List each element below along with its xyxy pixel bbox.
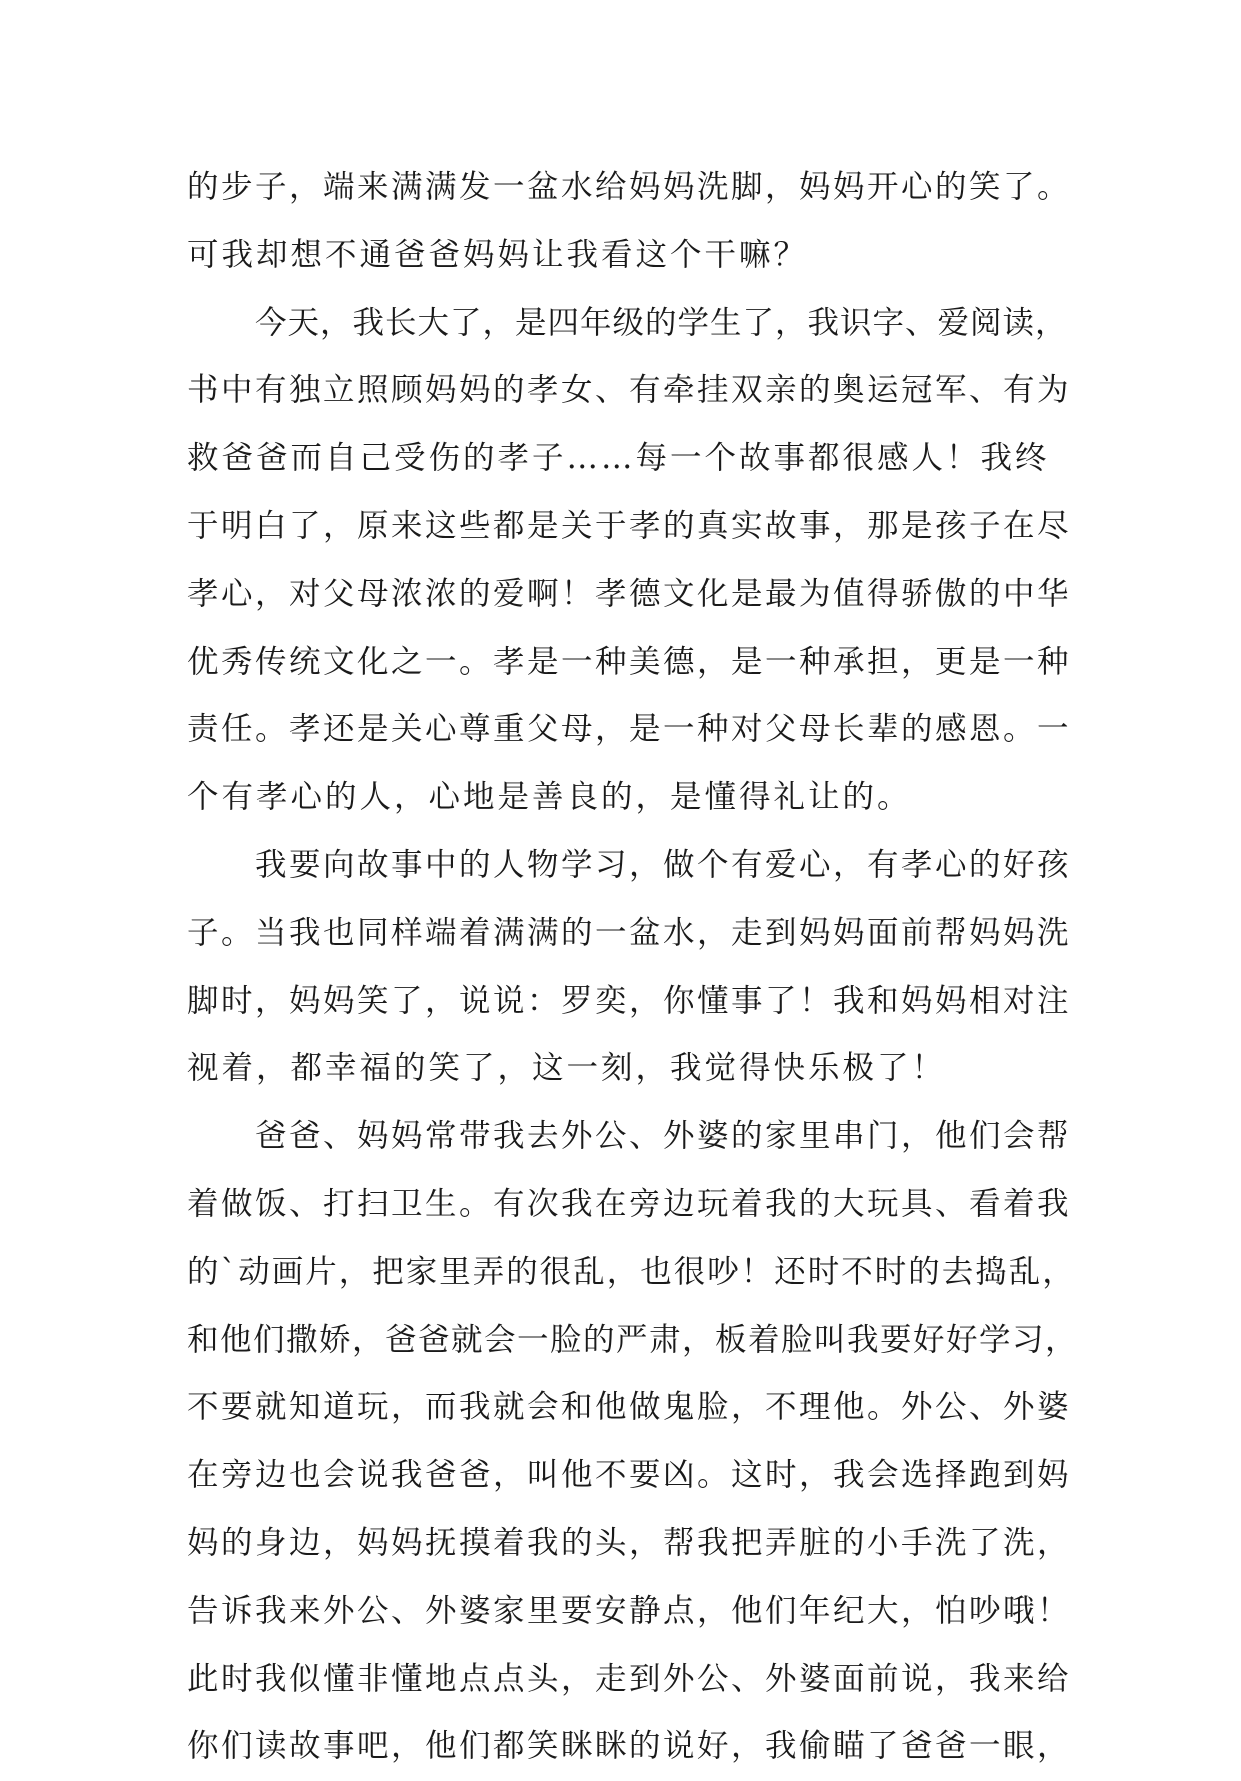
text-line: 告诉我来外公、外婆家里要安静点，他们年纪大，怕吵哦！: [187, 1592, 1072, 1629]
text-line: 的`动画片，把家里弄的很乱，也很吵！还时不时的去捣乱，: [187, 1253, 1076, 1290]
text-line: 在旁边也会说我爸爸，叫他不要凶。这时，我会选择跑到妈: [187, 1457, 1072, 1494]
text-line: 优秀传统文化之一。孝是一种美德，是一种承担，更是一种: [187, 643, 1072, 680]
text-line: 子。当我也同样端着满满的一盆水，走到妈妈面前帮妈妈洗: [187, 914, 1072, 951]
paragraph-start-line: 爸爸、妈妈常带我去外公、外婆的家里串门，他们会帮: [255, 1118, 1072, 1155]
text-line: 不要就知道玩，而我就会和他做鬼脸，不理他。外公、外婆: [187, 1389, 1072, 1426]
text-line: 可我却想不通爸爸妈妈让我看这个干嘛？: [187, 236, 809, 273]
body-text: [187, 154, 1079, 1781]
text-line: 书中有独立照顾妈妈的孝女、有牵挂双亲的奥运冠军、有为: [187, 372, 1072, 409]
text-line: 孝心，对父母浓浓的爱啊！孝德文化是最为值得骄傲的中华: [187, 575, 1072, 612]
paragraph-start-line: 今天，我长大了，是四年级的学生了，我识字、爱阅读，: [255, 304, 1068, 341]
paragraph-start-line: 我要向故事中的人物学习，做个有爱心，有孝心的好孩: [255, 846, 1072, 883]
text-line: 和他们撒娇，爸爸就会一脸的严肃，板着脸叫我要好好学习，: [187, 1321, 1079, 1358]
text-line: 脚时，妈妈笑了，说说：罗奕，你懂事了！我和妈妈相对注: [187, 982, 1072, 1019]
text-line: 此时我似懂非懂地点点头，走到外公、外婆面前说，我来给: [187, 1660, 1072, 1697]
text-line: 你们读故事吧，他们都笑眯眯的说好，我偷瞄了爸爸一眼，: [187, 1728, 1072, 1765]
text-line: 着做饭、打扫卫生。有次我在旁边玩着我的大玩具、看着我: [187, 1185, 1072, 1222]
text-line: 视着，都幸福的笑了，这一刻，我觉得快乐极了！: [187, 1050, 947, 1087]
text-line: 于明白了，原来这些都是关于孝的真实故事，那是孩子在尽: [187, 507, 1072, 544]
text-line: 妈的身边，妈妈抚摸着我的头，帮我把弄脏的小手洗了洗，: [187, 1524, 1072, 1561]
text-line: 的步子，端来满满发一盆水给妈妈洗脚，妈妈开心的笑了。: [187, 169, 1072, 205]
text-line: 救爸爸而自己受伤的孝子……每一个故事都很感人！我终: [187, 440, 1050, 477]
text-line: 责任。孝还是关心尊重父母，是一种对父母长辈的感恩。一: [187, 711, 1072, 748]
text-line: 个有孝心的人，心地是善良的，是懂得礼让的。: [187, 779, 912, 816]
